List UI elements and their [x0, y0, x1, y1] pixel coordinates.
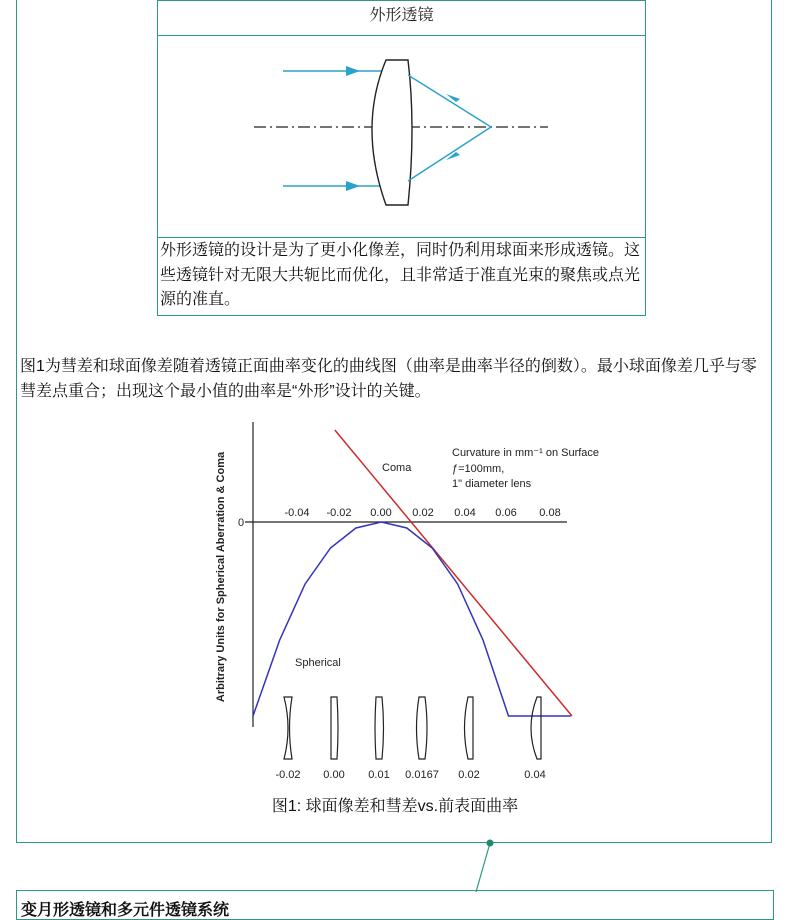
refracted-ray-bottom: [408, 127, 491, 181]
ray-arrow-bottom: [346, 181, 360, 191]
aberration-chart: [205, 412, 635, 787]
lens-shape: [465, 697, 474, 759]
connector-line: [476, 843, 490, 892]
lens-shape: [284, 697, 292, 759]
spherical-series-label: Spherical: [295, 657, 341, 669]
next-section: [16, 890, 774, 920]
connector-dot: [487, 840, 494, 847]
x-tick-label: 0.04: [454, 507, 476, 519]
lens-shape: [331, 697, 338, 759]
x-tick-label: 0.08: [539, 507, 561, 519]
chart-annotation: ƒ=100mm,: [452, 463, 505, 475]
x-tick-label: -0.04: [284, 507, 310, 519]
card-caption: 外形透镜的设计是为了更小化像差，同时仍利用球面来形成透镜。这些透镜针对无限大共轭比而优化，且非常适于准直光束的聚焦或点光源的准直。: [158, 237, 645, 317]
lens-shape: [531, 697, 541, 759]
lens-shape: [417, 697, 428, 759]
next-section-title: 变月形透镜和多元件透镜系统: [21, 902, 230, 919]
lens-label: 0.04: [524, 769, 546, 781]
lens-label: 0.02: [458, 769, 480, 781]
y-axis-label: Arbitrary Units for Spherical Aberration & Coma: [215, 451, 227, 703]
section-connector: [460, 836, 520, 896]
lens-label: 0.00: [323, 769, 345, 781]
lens-label: 0.0167: [405, 769, 439, 781]
refracted-arrow-bottom: [446, 152, 460, 160]
y-tick-label: 0: [237, 517, 245, 529]
intro-paragraph: 图1为彗差和球面像差随着透镜正面曲率变化的曲线图（曲率是曲率半径的倒数）。最小球面像差几乎与零彗差点重合；出现这个最小值的曲率是“外形”设计的关键。: [20, 358, 757, 400]
x-tick-label: 0.00: [370, 507, 392, 519]
chart-annotation: 1" diameter lens: [452, 478, 532, 490]
x-tick-label: 0.02: [412, 507, 434, 519]
card-title: 外形透镜: [158, 1, 645, 36]
lens-label: -0.02: [275, 769, 301, 781]
refracted-ray-top: [408, 75, 491, 127]
figure-caption: 图1: 球面像差和彗差vs.前表面曲率: [271, 798, 519, 815]
plano-convex-lens: [372, 60, 412, 205]
x-tick-label: 0.06: [495, 507, 517, 519]
lens-card: [157, 0, 646, 316]
chart-annotation: Curvature in mm⁻¹ on Surface: [452, 447, 600, 459]
coma-series-label: Coma: [382, 462, 412, 474]
lens-label: 0.01: [368, 769, 390, 781]
ray-arrow-top: [346, 66, 360, 76]
x-tick-label: -0.02: [326, 507, 352, 519]
lens-shape: [375, 697, 384, 759]
lens-diagram: [158, 35, 645, 237]
spherical-series-line: [253, 522, 571, 716]
